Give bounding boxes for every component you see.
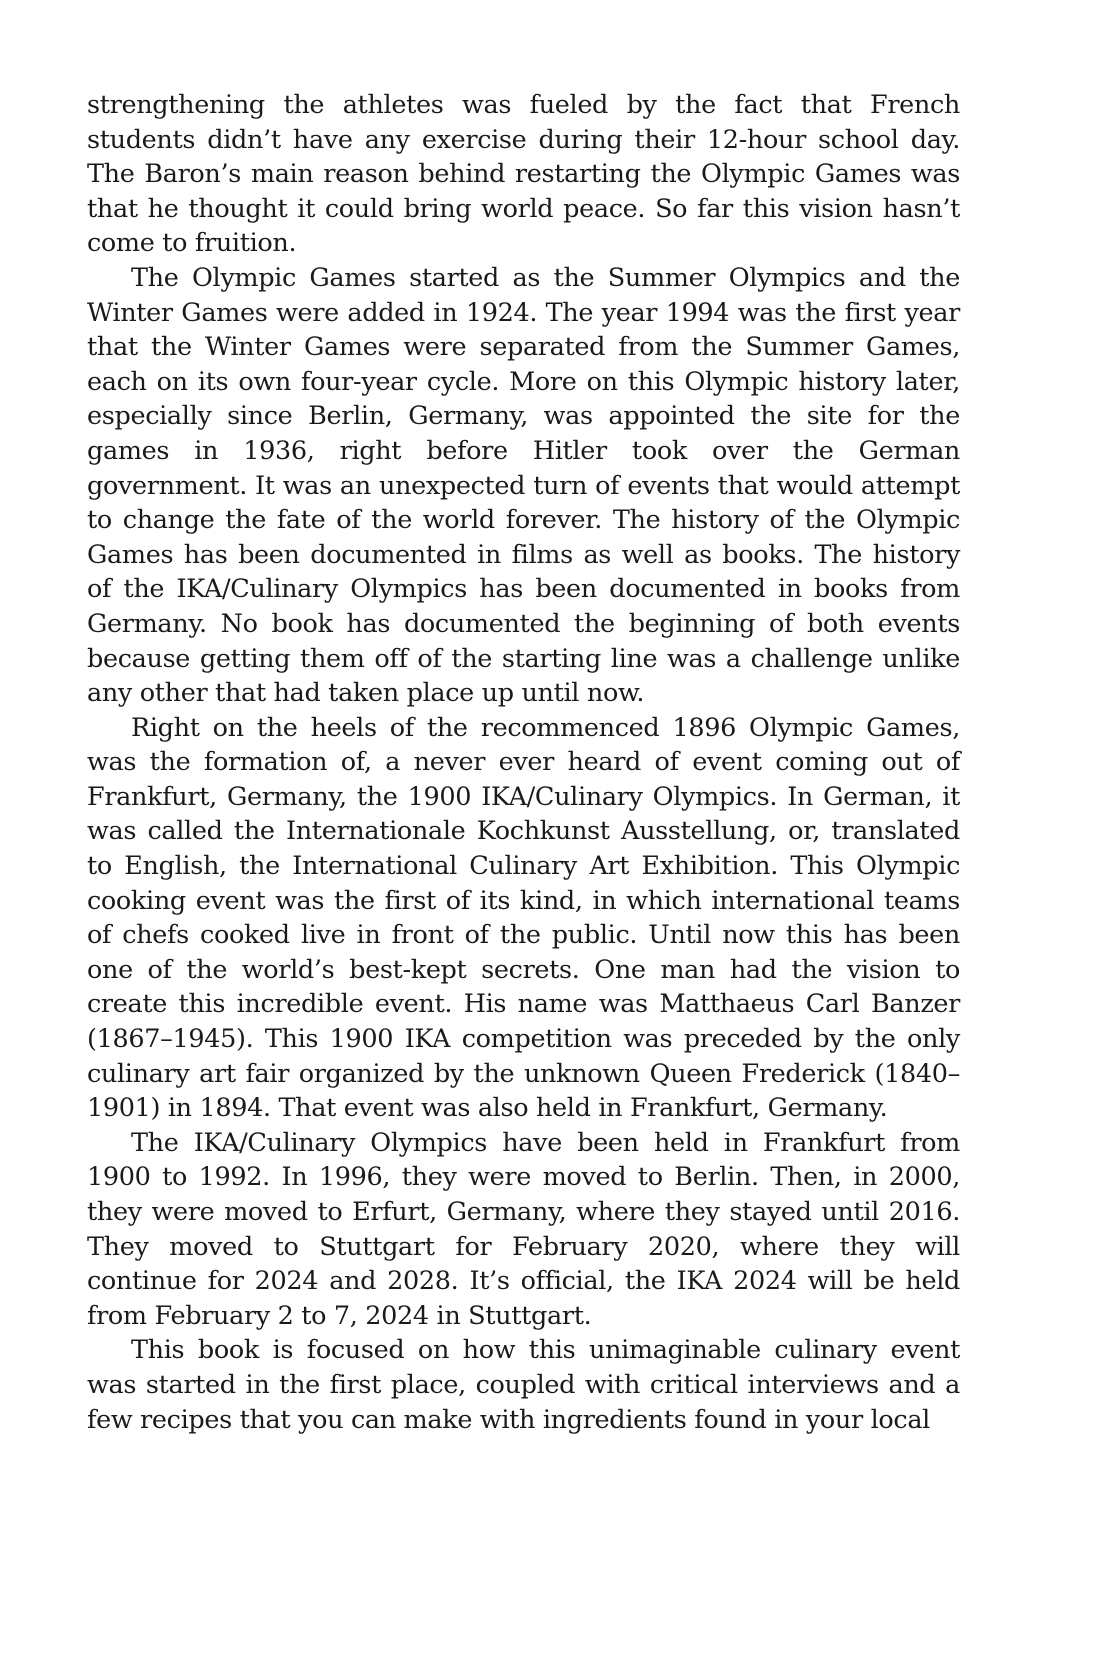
- paragraph-ika-locations: The IKA/Culinary Olympics have been held in Frankfurt from 1900 to 1992. In 1996, they were moved to Berlin. Then, in 2000, they were moved to Erfurt, Germany, where they stayed until 2016. They moved to Stuttgart for February 2020, where they will continue for 2024 and 2028. It’s official, the IKA 2024 will be held from February 2 to 7, 2024 in Stuttgart.: [87, 1127, 960, 1331]
- paragraph-book-focus: This book is focused on how this unimaginable culinary event was started in the first place, coupled with critical interviews and a few recipes that you can make with ingredients found in your local: [87, 1335, 960, 1435]
- paragraph-olympic-history: The Olympic Games started as the Summer Olympics and the Winter Games were added in 1924. The year 1994 was the first year that the Winter Games were separated from the Summer Games, each on its own four-year cycle. More on this Olympic history later, especially since Berlin, Germany, was appointed the site for the games in 1936, right before Hitler took over the German government. It was an unexpected turn of events that would attempt to change the fate of the world forever. The history of the Olympic Games has been documented in films as well as books. The history of the IKA/Culinary Olympics has been documented in books from Germany. No book has documented the beginning of both events because getting them off of the starting line was a challenge unlike any other that had taken place up until now.: [87, 262, 960, 709]
- paragraph-ika-origins: Right on the heels of the recommenced 1896 Olympic Games, was the formation of, a never ever heard of event coming out of Frankfurt, Germany, the 1900 IKA/Culinary Olympics. In German, it was called the Internationale Kochkunst Ausstellung, or, translated to English, the International Culinary Art Exhibition. This Olympic cooking event was the first of its kind, in which international teams of chefs cooked live in front of the public. Until now this has been one of the world’s best-kept secrets. One man had the vision to create this incredible event. His name was Matthaeus Carl Banzer (1867–1945). This 1900 IKA competition was preceded by the only culinary art fair organized by the unknown Queen Frederick (1840–1901) in 1894. That event was also held in Frankfurt, Germany.: [87, 712, 960, 1124]
- paragraph-continuation: strengthening the athletes was fueled by the fact that French students didn’t have any exercise during their 12-hour school day. The Baron’s main reason behind restarting the Olympic Games was that he thought it could bring world peace. So far this vision hasn’t come to fruition.: [87, 90, 960, 259]
- document-page: [87, 88, 960, 1437]
